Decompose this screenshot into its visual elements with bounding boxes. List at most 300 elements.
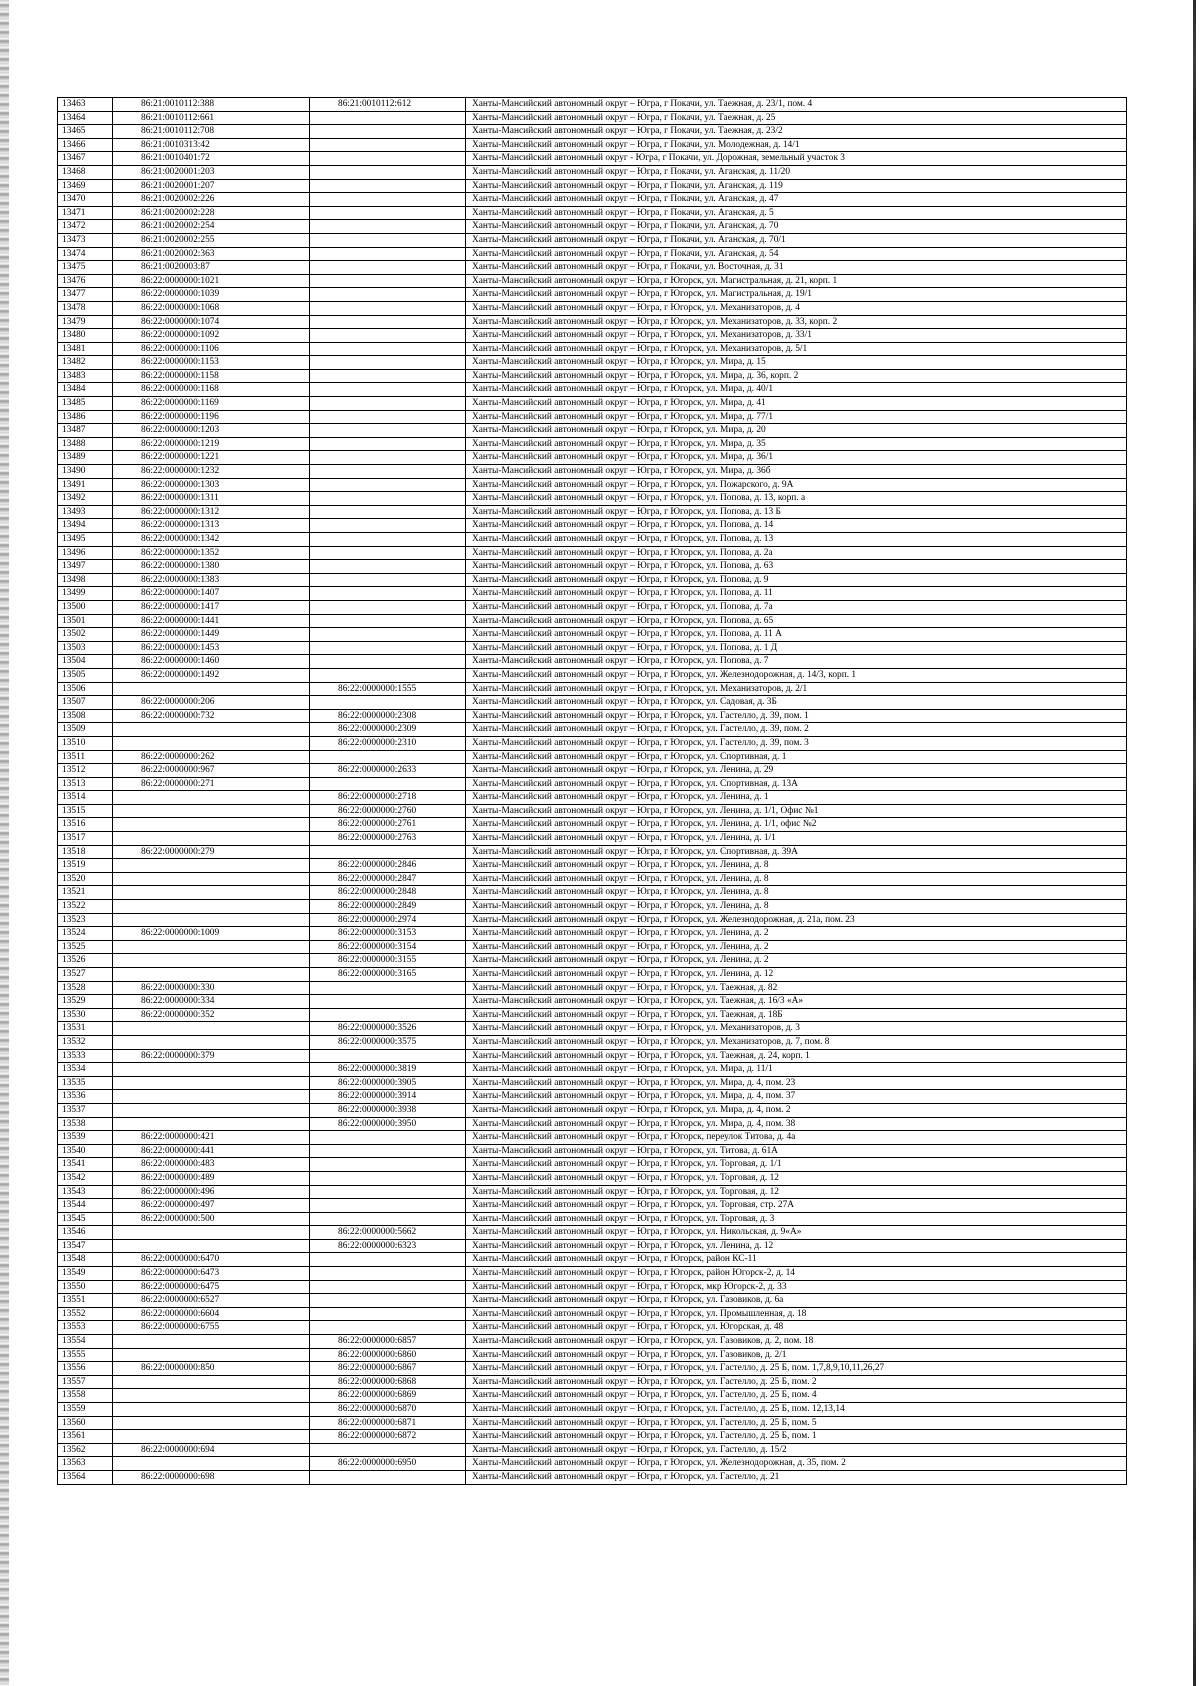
table-row	[58, 886, 1127, 900]
table-row	[58, 451, 1127, 465]
land-cadastral-number-cell: 86:21:0010112:661	[113, 111, 310, 125]
table-row	[58, 206, 1127, 220]
land-cadastral-number-cell: 86:22:0000000:1009	[113, 927, 310, 941]
land-cadastral-number-cell: 86:22:0000000:262	[113, 750, 310, 764]
table-row	[58, 1022, 1127, 1036]
address-cell: Ханты-Мансийский автономный округ – Югра, г Югорск, ул. Механизаторов, д. 2/1	[466, 682, 1127, 696]
row-number-cell: 13523	[58, 913, 113, 927]
table-row	[58, 682, 1127, 696]
address-cell: Ханты-Мансийский автономный округ – Югра, г Югорск, ул. Югорская, д. 48	[466, 1321, 1127, 1335]
row-number-cell: 13502	[58, 628, 113, 642]
land-cadastral-number-cell: 86:22:0000000:379	[113, 1049, 310, 1063]
table-row	[58, 668, 1127, 682]
land-cadastral-number-cell: 86:22:0000000:1039	[113, 288, 310, 302]
row-number-cell: 13507	[58, 696, 113, 710]
row-number-cell: 13472	[58, 220, 113, 234]
address-cell: Ханты-Мансийский автономный округ – Югра, г Югорск, ул. Гастелло, д. 25 Б, пом. 1	[466, 1430, 1127, 1444]
table-row	[58, 533, 1127, 547]
land-cadastral-number-cell: 86:22:0000000:850	[113, 1362, 310, 1376]
address-cell: Ханты-Мансийский автономный округ – Югра, г Югорск, ул. Попова, д. 13, корп. а	[466, 492, 1127, 506]
row-number-cell: 13526	[58, 954, 113, 968]
land-cadastral-number-cell	[113, 1035, 310, 1049]
object-cadastral-number-cell	[310, 233, 466, 247]
row-number-cell: 13541	[58, 1158, 113, 1172]
row-number-cell: 13485	[58, 397, 113, 411]
table-row	[58, 1307, 1127, 1321]
row-number-cell: 13508	[58, 709, 113, 723]
object-cadastral-number-cell	[310, 573, 466, 587]
row-number-cell: 13543	[58, 1185, 113, 1199]
row-number-cell: 13483	[58, 369, 113, 383]
object-cadastral-number-cell: 86:22:0000000:6860	[310, 1348, 466, 1362]
land-cadastral-number-cell	[113, 1117, 310, 1131]
table-row	[58, 764, 1127, 778]
row-number-cell: 13562	[58, 1443, 113, 1457]
object-cadastral-number-cell	[310, 1267, 466, 1281]
table-row	[58, 369, 1127, 383]
address-cell: Ханты-Мансийский автономный округ – Югра, г Югорск, ул. Газовиков, д. 2/1	[466, 1348, 1127, 1362]
object-cadastral-number-cell	[310, 478, 466, 492]
land-cadastral-number-cell: 86:22:0000000:1232	[113, 465, 310, 479]
address-cell: Ханты-Мансийский автономный округ – Югра, г Югорск, ул. Ленина, д. 2	[466, 940, 1127, 954]
row-number-cell: 13500	[58, 600, 113, 614]
address-cell: Ханты-Мансийский автономный округ – Югра, г Югорск, ул. Магистральная, д. 19/1	[466, 288, 1127, 302]
object-cadastral-number-cell: 86:22:0000000:3914	[310, 1090, 466, 1104]
land-cadastral-number-cell	[113, 954, 310, 968]
table-row	[58, 1416, 1127, 1430]
object-cadastral-number-cell: 86:22:0000000:3905	[310, 1076, 466, 1090]
land-cadastral-number-cell	[113, 804, 310, 818]
land-cadastral-number-cell: 86:22:0000000:206	[113, 696, 310, 710]
address-cell: Ханты-Мансийский автономный округ – Югра, г Югорск, ул. Попова, д. 11 А	[466, 628, 1127, 642]
object-cadastral-number-cell	[310, 1443, 466, 1457]
row-number-cell: 13497	[58, 560, 113, 574]
address-cell: Ханты-Мансийский автономный округ – Югра, г Югорск, ул. Мира, д. 4, пом. 37	[466, 1090, 1127, 1104]
land-cadastral-number-cell: 86:22:0000000:732	[113, 709, 310, 723]
address-cell: Ханты-Мансийский автономный округ – Югра, г Югорск, ул. Гастелло, д. 25 Б, пом. 12,13,14	[466, 1403, 1127, 1417]
object-cadastral-number-cell	[310, 1253, 466, 1267]
address-cell: Ханты-Мансийский автономный округ – Югра, г Югорск, ул. Железнодорожная, д. 35, пом. 2	[466, 1457, 1127, 1471]
row-number-cell: 13482	[58, 356, 113, 370]
object-cadastral-number-cell	[310, 750, 466, 764]
land-cadastral-number-cell	[113, 682, 310, 696]
address-cell: Ханты-Мансийский автономный округ – Югра, г Югорск, ул. Гастелло, д. 25 Б, пом. 4	[466, 1389, 1127, 1403]
table-row	[58, 1321, 1127, 1335]
land-cadastral-number-cell: 86:22:0000000:6755	[113, 1321, 310, 1335]
row-number-cell: 13540	[58, 1144, 113, 1158]
object-cadastral-number-cell: 86:22:0000000:2846	[310, 859, 466, 873]
row-number-cell: 13544	[58, 1199, 113, 1213]
row-number-cell: 13468	[58, 165, 113, 179]
scan-left-edge	[0, 0, 9, 1686]
row-number-cell: 13548	[58, 1253, 113, 1267]
row-number-cell: 13555	[58, 1348, 113, 1362]
object-cadastral-number-cell: 86:22:0000000:2760	[310, 804, 466, 818]
object-cadastral-number-cell: 86:22:0000000:3153	[310, 927, 466, 941]
land-cadastral-number-cell: 86:21:0020002:228	[113, 206, 310, 220]
row-number-cell: 13556	[58, 1362, 113, 1376]
table-row	[58, 315, 1127, 329]
table-row	[58, 288, 1127, 302]
row-number-cell: 13484	[58, 383, 113, 397]
address-cell: Ханты-Мансийский автономный округ – Югра, г Югорск, ул. Мира, д. 4, пом. 2	[466, 1103, 1127, 1117]
object-cadastral-number-cell: 86:22:0000000:2308	[310, 709, 466, 723]
row-number-cell: 13463	[58, 98, 113, 112]
object-cadastral-number-cell: 86:22:0000000:1555	[310, 682, 466, 696]
land-cadastral-number-cell	[113, 1335, 310, 1349]
row-number-cell: 13546	[58, 1226, 113, 1240]
address-cell: Ханты-Мансийский автономный округ – Югра, г Югорск, мкр Югорск-2, д. 33	[466, 1280, 1127, 1294]
row-number-cell: 13559	[58, 1403, 113, 1417]
land-cadastral-number-cell	[113, 1375, 310, 1389]
object-cadastral-number-cell: 86:22:0000000:2847	[310, 872, 466, 886]
row-number-cell: 13471	[58, 206, 113, 220]
address-cell: Ханты-Мансийский автономный округ – Югра, г Югорск, ул. Промышленная, д. 18	[466, 1307, 1127, 1321]
land-cadastral-number-cell: 86:21:0010313:42	[113, 138, 310, 152]
row-number-cell: 13557	[58, 1375, 113, 1389]
object-cadastral-number-cell: 86:22:0000000:3938	[310, 1103, 466, 1117]
land-cadastral-number-cell: 86:22:0000000:279	[113, 845, 310, 859]
land-cadastral-number-cell	[113, 1063, 310, 1077]
row-number-cell: 13506	[58, 682, 113, 696]
row-number-cell: 13486	[58, 410, 113, 424]
table-row	[58, 546, 1127, 560]
land-cadastral-number-cell: 86:22:0000000:330	[113, 981, 310, 995]
object-cadastral-number-cell	[310, 628, 466, 642]
land-cadastral-number-cell: 86:21:0010112:388	[113, 98, 310, 112]
land-cadastral-number-cell: 86:21:0020002:226	[113, 193, 310, 207]
table-row	[58, 723, 1127, 737]
object-cadastral-number-cell: 86:22:0000000:2718	[310, 791, 466, 805]
table-row	[58, 465, 1127, 479]
scan-right-edge	[1193, 0, 1196, 1686]
land-cadastral-number-cell: 86:21:0020003:87	[113, 261, 310, 275]
table-row	[58, 995, 1127, 1009]
table-row	[58, 573, 1127, 587]
row-number-cell: 13524	[58, 927, 113, 941]
object-cadastral-number-cell	[310, 451, 466, 465]
land-cadastral-number-cell	[113, 1348, 310, 1362]
land-cadastral-number-cell: 86:22:0000000:1383	[113, 573, 310, 587]
table-row	[58, 1103, 1127, 1117]
row-number-cell: 13563	[58, 1457, 113, 1471]
land-cadastral-number-cell	[113, 791, 310, 805]
object-cadastral-number-cell	[310, 288, 466, 302]
object-cadastral-number-cell: 86:21:0010112:612	[310, 98, 466, 112]
object-cadastral-number-cell	[310, 1144, 466, 1158]
address-cell: Ханты-Мансийский автономный округ – Югра, г Покачи, ул. Молодежная, д. 14/1	[466, 138, 1127, 152]
land-cadastral-number-cell	[113, 1457, 310, 1471]
object-cadastral-number-cell: 86:22:0000000:6867	[310, 1362, 466, 1376]
land-cadastral-number-cell: 86:22:0000000:489	[113, 1171, 310, 1185]
row-number-cell: 13551	[58, 1294, 113, 1308]
cadastral-table-body	[58, 98, 1127, 1485]
address-cell: Ханты-Мансийский автономный округ – Югра, г Покачи, ул. Таежная, д. 25	[466, 111, 1127, 125]
row-number-cell: 13493	[58, 505, 113, 519]
row-number-cell: 13521	[58, 886, 113, 900]
land-cadastral-number-cell: 86:22:0000000:6470	[113, 1253, 310, 1267]
table-row	[58, 261, 1127, 275]
row-number-cell: 13474	[58, 247, 113, 261]
address-cell: Ханты-Мансийский автономный округ – Югра, г Югорск, ул. Попова, д. 1 Д	[466, 641, 1127, 655]
table-row	[58, 397, 1127, 411]
table-row	[58, 1185, 1127, 1199]
address-cell: Ханты-Мансийский автономный округ – Югра, г Югорск, ул. Ленина, д. 8	[466, 886, 1127, 900]
land-cadastral-number-cell: 86:22:0000000:1074	[113, 315, 310, 329]
row-number-cell: 13539	[58, 1131, 113, 1145]
table-row	[58, 1090, 1127, 1104]
table-row	[58, 519, 1127, 533]
land-cadastral-number-cell: 86:22:0000000:1352	[113, 546, 310, 560]
table-row	[58, 492, 1127, 506]
table-row	[58, 587, 1127, 601]
object-cadastral-number-cell	[310, 546, 466, 560]
address-cell: Ханты-Мансийский автономный округ - Югра, г Покачи, ул. Дорожная, земельный участок 3	[466, 152, 1127, 166]
land-cadastral-number-cell: 86:22:0000000:694	[113, 1443, 310, 1457]
object-cadastral-number-cell	[310, 668, 466, 682]
table-row	[58, 247, 1127, 261]
object-cadastral-number-cell	[310, 845, 466, 859]
object-cadastral-number-cell	[310, 315, 466, 329]
row-number-cell: 13537	[58, 1103, 113, 1117]
land-cadastral-number-cell: 86:21:0020001:203	[113, 165, 310, 179]
table-row	[58, 1375, 1127, 1389]
land-cadastral-number-cell	[113, 886, 310, 900]
land-cadastral-number-cell: 86:21:0010112:708	[113, 125, 310, 139]
table-row	[58, 478, 1127, 492]
row-number-cell: 13514	[58, 791, 113, 805]
object-cadastral-number-cell	[310, 1470, 466, 1484]
row-number-cell: 13505	[58, 668, 113, 682]
land-cadastral-number-cell: 86:21:0010401:72	[113, 152, 310, 166]
object-cadastral-number-cell: 86:22:0000000:3950	[310, 1117, 466, 1131]
object-cadastral-number-cell	[310, 247, 466, 261]
address-cell: Ханты-Мансийский автономный округ – Югра, г Югорск, ул. Мира, д. 15	[466, 356, 1127, 370]
object-cadastral-number-cell	[310, 505, 466, 519]
address-cell: Ханты-Мансийский автономный округ – Югра, г Югорск, ул. Гастелло, д. 25 Б, пом. 2	[466, 1375, 1127, 1389]
address-cell: Ханты-Мансийский автономный округ – Югра, г Югорск, ул. Железнодорожная, д. 14/3, корп. 1	[466, 668, 1127, 682]
address-cell: Ханты-Мансийский автономный округ – Югра, г Югорск, ул. Механизаторов, д. 3	[466, 1022, 1127, 1036]
table-row	[58, 1389, 1127, 1403]
land-cadastral-number-cell: 86:22:0000000:497	[113, 1199, 310, 1213]
table-row	[58, 900, 1127, 914]
table-row	[58, 1212, 1127, 1226]
address-cell: Ханты-Мансийский автономный округ – Югра, г Югорск, ул. Попова, д. 65	[466, 614, 1127, 628]
object-cadastral-number-cell	[310, 206, 466, 220]
land-cadastral-number-cell: 86:22:0000000:6604	[113, 1307, 310, 1321]
land-cadastral-number-cell: 86:22:0000000:496	[113, 1185, 310, 1199]
address-cell: Ханты-Мансийский автономный округ – Югра, г Югорск, ул. Механизаторов, д. 7, пом. 8	[466, 1035, 1127, 1049]
object-cadastral-number-cell	[310, 1008, 466, 1022]
address-cell: Ханты-Мансийский автономный округ – Югра, г Югорск, ул. Ленина, д. 12	[466, 968, 1127, 982]
table-row	[58, 791, 1127, 805]
object-cadastral-number-cell: 86:22:0000000:3154	[310, 940, 466, 954]
address-cell: Ханты-Мансийский автономный округ – Югра, г Югорск, ул. Попова, д. 11	[466, 587, 1127, 601]
land-cadastral-number-cell: 86:22:0000000:1453	[113, 641, 310, 655]
row-number-cell: 13552	[58, 1307, 113, 1321]
object-cadastral-number-cell: 86:22:0000000:6857	[310, 1335, 466, 1349]
object-cadastral-number-cell	[310, 641, 466, 655]
address-cell: Ханты-Мансийский автономный округ – Югра, г Покачи, ул. Аганская, д. 54	[466, 247, 1127, 261]
address-cell: Ханты-Мансийский автономный округ – Югра, г Югорск, ул. Гастелло, д. 39, пом. 2	[466, 723, 1127, 737]
land-cadastral-number-cell: 86:22:0000000:500	[113, 1212, 310, 1226]
address-cell: Ханты-Мансийский автономный округ – Югра, г Югорск, ул. Гастелло, д. 25 Б, пом. 1,7,8,9,10,11,26,27	[466, 1362, 1127, 1376]
row-number-cell: 13465	[58, 125, 113, 139]
object-cadastral-number-cell: 86:22:0000000:2849	[310, 900, 466, 914]
address-cell: Ханты-Мансийский автономный округ – Югра, г Югорск, ул. Ленина, д. 8	[466, 859, 1127, 873]
row-number-cell: 13487	[58, 424, 113, 438]
row-number-cell: 13490	[58, 465, 113, 479]
row-number-cell: 13564	[58, 1470, 113, 1484]
object-cadastral-number-cell	[310, 1171, 466, 1185]
address-cell: Ханты-Мансийский автономный округ – Югра, г Югорск, ул. Мира, д. 36/1	[466, 451, 1127, 465]
table-row	[58, 872, 1127, 886]
address-cell: Ханты-Мансийский автономный округ – Югра, г Югорск, ул. Мира, д. 35	[466, 437, 1127, 451]
land-cadastral-number-cell: 86:22:0000000:1021	[113, 274, 310, 288]
land-cadastral-number-cell	[113, 968, 310, 982]
land-cadastral-number-cell: 86:22:0000000:1169	[113, 397, 310, 411]
address-cell: Ханты-Мансийский автономный округ – Югра, г Покачи, ул. Аганская, д. 11/20	[466, 165, 1127, 179]
table-row	[58, 696, 1127, 710]
object-cadastral-number-cell	[310, 261, 466, 275]
object-cadastral-number-cell	[310, 492, 466, 506]
row-number-cell: 13529	[58, 995, 113, 1009]
table-row	[58, 437, 1127, 451]
land-cadastral-number-cell	[113, 1389, 310, 1403]
row-number-cell: 13510	[58, 736, 113, 750]
object-cadastral-number-cell	[310, 1294, 466, 1308]
row-number-cell: 13532	[58, 1035, 113, 1049]
address-cell: Ханты-Мансийский автономный округ – Югра, г Югорск, ул. Железнодорожная, д. 21а, пом. 23	[466, 913, 1127, 927]
address-cell: Ханты-Мансийский автономный округ – Югра, г Югорск, ул. Ленина, д. 2	[466, 954, 1127, 968]
object-cadastral-number-cell	[310, 1131, 466, 1145]
object-cadastral-number-cell	[310, 179, 466, 193]
object-cadastral-number-cell	[310, 410, 466, 424]
land-cadastral-number-cell: 86:22:0000000:1196	[113, 410, 310, 424]
land-cadastral-number-cell: 86:21:0020001:207	[113, 179, 310, 193]
row-number-cell: 13518	[58, 845, 113, 859]
address-cell: Ханты-Мансийский автономный округ – Югра, г Покачи, ул. Аганская, д. 70	[466, 220, 1127, 234]
object-cadastral-number-cell: 86:22:0000000:2848	[310, 886, 466, 900]
land-cadastral-number-cell: 86:22:0000000:1342	[113, 533, 310, 547]
address-cell: Ханты-Мансийский автономный округ – Югра, г Югорск, ул. Торговая, д. 1/1	[466, 1158, 1127, 1172]
row-number-cell: 13480	[58, 329, 113, 343]
object-cadastral-number-cell: 86:22:0000000:6870	[310, 1403, 466, 1417]
table-row	[58, 600, 1127, 614]
table-row	[58, 1171, 1127, 1185]
land-cadastral-number-cell	[113, 1076, 310, 1090]
table-row	[58, 1267, 1127, 1281]
address-cell: Ханты-Мансийский автономный округ – Югра, г Югорск, ул. Ленина, д. 8	[466, 872, 1127, 886]
object-cadastral-number-cell: 86:22:0000000:3575	[310, 1035, 466, 1049]
table-row	[58, 1117, 1127, 1131]
table-row	[58, 1457, 1127, 1471]
address-cell: Ханты-Мансийский автономный округ – Югра, г Югорск, ул. Мира, д. 77/1	[466, 410, 1127, 424]
table-row	[58, 1035, 1127, 1049]
row-number-cell: 13494	[58, 519, 113, 533]
land-cadastral-number-cell: 86:22:0000000:1106	[113, 342, 310, 356]
address-cell: Ханты-Мансийский автономный округ – Югра, г Югорск, ул. Мира, д. 4, пом. 23	[466, 1076, 1127, 1090]
row-number-cell: 13545	[58, 1212, 113, 1226]
object-cadastral-number-cell	[310, 777, 466, 791]
object-cadastral-number-cell: 86:22:0000000:2309	[310, 723, 466, 737]
address-cell: Ханты-Мансийский автономный округ – Югра, г Югорск, ул. Спортивная, д. 1	[466, 750, 1127, 764]
row-number-cell: 13553	[58, 1321, 113, 1335]
row-number-cell: 13501	[58, 614, 113, 628]
object-cadastral-number-cell	[310, 356, 466, 370]
table-row	[58, 954, 1127, 968]
row-number-cell: 13498	[58, 573, 113, 587]
object-cadastral-number-cell	[310, 655, 466, 669]
table-row	[58, 98, 1127, 112]
land-cadastral-number-cell	[113, 940, 310, 954]
land-cadastral-number-cell	[113, 1226, 310, 1240]
table-row	[58, 233, 1127, 247]
table-row	[58, 424, 1127, 438]
address-cell: Ханты-Мансийский автономный округ – Югра, г Югорск, ул. Гастелло, д. 15/2	[466, 1443, 1127, 1457]
address-cell: Ханты-Мансийский автономный округ – Югра, г Покачи, ул. Таежная, д. 23/1, пом. 4	[466, 98, 1127, 112]
address-cell: Ханты-Мансийский автономный округ – Югра, г Югорск, ул. Мира, д. 40/1	[466, 383, 1127, 397]
land-cadastral-number-cell	[113, 723, 310, 737]
address-cell: Ханты-Мансийский автономный округ – Югра, г Югорск, район Югорск-2, д. 14	[466, 1267, 1127, 1281]
address-cell: Ханты-Мансийский автономный округ – Югра, г Югорск, ул. Спортивная, д. 39А	[466, 845, 1127, 859]
address-cell: Ханты-Мансийский автономный округ – Югра, г Покачи, ул. Аганская, д. 5	[466, 206, 1127, 220]
object-cadastral-number-cell	[310, 138, 466, 152]
land-cadastral-number-cell	[113, 1430, 310, 1444]
table-row	[58, 927, 1127, 941]
table-row	[58, 804, 1127, 818]
table-row	[58, 709, 1127, 723]
land-cadastral-number-cell: 86:22:0000000:1417	[113, 600, 310, 614]
land-cadastral-number-cell: 86:22:0000000:334	[113, 995, 310, 1009]
address-cell: Ханты-Мансийский автономный округ – Югра, г Югорск, ул. Гастелло, д. 39, пом. 1	[466, 709, 1127, 723]
row-number-cell: 13549	[58, 1267, 113, 1281]
land-cadastral-number-cell: 86:22:0000000:6473	[113, 1267, 310, 1281]
row-number-cell: 13513	[58, 777, 113, 791]
row-number-cell: 13525	[58, 940, 113, 954]
row-number-cell: 13504	[58, 655, 113, 669]
row-number-cell: 13535	[58, 1076, 113, 1090]
row-number-cell: 13509	[58, 723, 113, 737]
object-cadastral-number-cell: 86:22:0000000:2310	[310, 736, 466, 750]
address-cell: Ханты-Мансийский автономный округ – Югра, г Покачи, ул. Аганская, д. 119	[466, 179, 1127, 193]
address-cell: Ханты-Мансийский автономный округ – Югра, г Югорск, ул. Торговая, д. 12	[466, 1171, 1127, 1185]
land-cadastral-number-cell: 86:22:0000000:1492	[113, 668, 310, 682]
row-number-cell: 13522	[58, 900, 113, 914]
address-cell: Ханты-Мансийский автономный округ – Югра, г Югорск, ул. Мира, д. 20	[466, 424, 1127, 438]
land-cadastral-number-cell: 86:22:0000000:1311	[113, 492, 310, 506]
table-row	[58, 1063, 1127, 1077]
table-row	[58, 1443, 1127, 1457]
row-number-cell: 13558	[58, 1389, 113, 1403]
address-cell: Ханты-Мансийский автономный округ – Югра, г Югорск, переулок Титова, д. 4а	[466, 1131, 1127, 1145]
land-cadastral-number-cell: 86:22:0000000:1219	[113, 437, 310, 451]
table-row	[58, 1430, 1127, 1444]
land-cadastral-number-cell	[113, 1416, 310, 1430]
row-number-cell: 13554	[58, 1335, 113, 1349]
land-cadastral-number-cell	[113, 900, 310, 914]
object-cadastral-number-cell: 86:22:0000000:5662	[310, 1226, 466, 1240]
address-cell: Ханты-Мансийский автономный округ – Югра, г Югорск, ул. Торговая, д. 12	[466, 1185, 1127, 1199]
object-cadastral-number-cell	[310, 614, 466, 628]
row-number-cell: 13516	[58, 818, 113, 832]
object-cadastral-number-cell	[310, 981, 466, 995]
address-cell: Ханты-Мансийский автономный округ – Югра, г Покачи, ул. Таежная, д. 23/2	[466, 125, 1127, 139]
address-cell: Ханты-Мансийский автономный округ – Югра, г Югорск, ул. Попова, д. 14	[466, 519, 1127, 533]
table-row	[58, 1076, 1127, 1090]
table-row	[58, 1158, 1127, 1172]
row-number-cell: 13488	[58, 437, 113, 451]
